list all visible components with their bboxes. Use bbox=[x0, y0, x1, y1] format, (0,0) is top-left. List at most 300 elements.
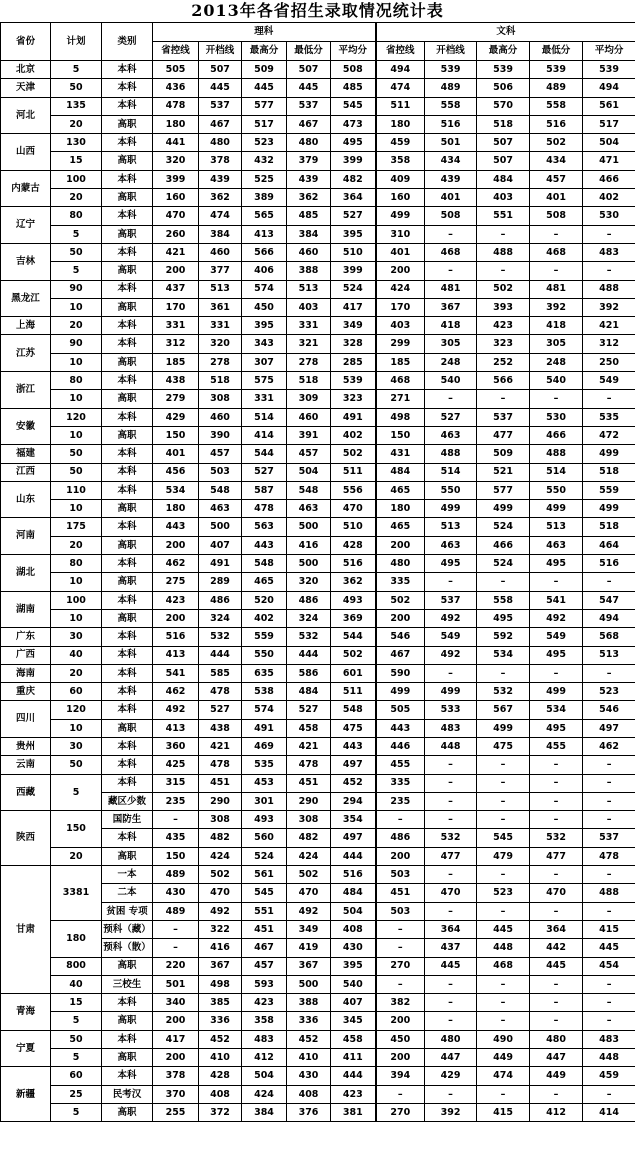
table-row bbox=[1, 518, 635, 536]
science-min-score-cell: 321 bbox=[287, 335, 331, 353]
table-row bbox=[1, 225, 635, 243]
plan-cell: 90 bbox=[51, 335, 102, 353]
arts-open-line-cell: 513 bbox=[425, 518, 477, 536]
science-max-score-cell: 443 bbox=[242, 536, 287, 554]
table-row bbox=[1, 170, 635, 188]
table-row bbox=[1, 609, 635, 627]
arts-min-score-cell: 495 bbox=[530, 555, 583, 573]
science-max-score-cell: 450 bbox=[242, 298, 287, 316]
arts-max-score-cell: 507 bbox=[477, 134, 530, 152]
arts-control-line-cell: 180 bbox=[376, 115, 425, 133]
table-row bbox=[1, 408, 635, 426]
arts-max-score-cell: 507 bbox=[477, 152, 530, 170]
arts-max-score-cell: 488 bbox=[477, 243, 530, 261]
arts-max-score-cell: – bbox=[477, 225, 530, 243]
arts-control-line-cell: 382 bbox=[376, 994, 425, 1012]
plan-cell: 20 bbox=[51, 317, 102, 335]
arts-control-line-cell: 235 bbox=[376, 792, 425, 810]
arts-min-score-cell: – bbox=[530, 902, 583, 920]
arts-control-line-cell: 465 bbox=[376, 481, 425, 499]
science-control-line-cell: 541 bbox=[153, 664, 199, 682]
arts-avg-score-cell: 518 bbox=[583, 463, 635, 481]
science-min-score-cell: 457 bbox=[287, 445, 331, 463]
science-control-line-cell: 429 bbox=[153, 408, 199, 426]
science-control-line-cell: 438 bbox=[153, 372, 199, 390]
science-control-line-cell: 370 bbox=[153, 1085, 199, 1103]
arts-max-score-cell: 448 bbox=[477, 939, 530, 957]
category-cell: 高职 bbox=[102, 500, 153, 518]
arts-control-line-cell: 200 bbox=[376, 847, 425, 865]
arts-max-score-cell: 479 bbox=[477, 847, 530, 865]
science-min-score-cell: 500 bbox=[287, 518, 331, 536]
arts-avg-score-cell: 547 bbox=[583, 591, 635, 609]
arts-avg-score-cell: 499 bbox=[583, 500, 635, 518]
arts-max-score-cell: – bbox=[477, 1085, 530, 1103]
province-cell: 内蒙古 bbox=[1, 170, 51, 207]
science-control-line-cell: 430 bbox=[153, 884, 199, 902]
science-avg-score-cell: 491 bbox=[331, 408, 376, 426]
plan-cell: 10 bbox=[51, 390, 102, 408]
category-cell: 高职 bbox=[102, 957, 153, 975]
science-open-line-cell: 500 bbox=[199, 518, 242, 536]
table-row bbox=[1, 646, 635, 664]
arts-min-score-cell: 489 bbox=[530, 79, 583, 97]
province-cell: 云南 bbox=[1, 756, 51, 774]
science-control-line-cell: 200 bbox=[153, 609, 199, 627]
science-avg-score-cell: 516 bbox=[331, 866, 376, 884]
science-open-line-cell: 377 bbox=[199, 262, 242, 280]
arts-avg-score-cell: 402 bbox=[583, 189, 635, 207]
science-avg-score-cell: 285 bbox=[331, 353, 376, 371]
province-cell: 广东 bbox=[1, 628, 51, 646]
arts-max-score-cell: – bbox=[477, 811, 530, 829]
arts-min-score-cell: 477 bbox=[530, 847, 583, 865]
science-max-score-cell: 491 bbox=[242, 719, 287, 737]
science-control-line-cell: 492 bbox=[153, 701, 199, 719]
science-open-line-cell: 378 bbox=[199, 152, 242, 170]
plan-cell: 80 bbox=[51, 372, 102, 390]
arts-control-line-cell: 150 bbox=[376, 426, 425, 444]
arts-control-line-cell: 505 bbox=[376, 701, 425, 719]
arts-control-line-cell: 424 bbox=[376, 280, 425, 298]
arts-min-score-cell: 412 bbox=[530, 1103, 583, 1121]
science-max-score-cell: 527 bbox=[242, 463, 287, 481]
table-row bbox=[1, 1085, 635, 1103]
science-max-score-cell: 524 bbox=[242, 847, 287, 865]
science-min-score-cell: 379 bbox=[287, 152, 331, 170]
science-open-line-cell: 407 bbox=[199, 536, 242, 554]
arts-min-score-cell: 481 bbox=[530, 280, 583, 298]
table-row bbox=[1, 701, 635, 719]
science-max-score-cell: 414 bbox=[242, 426, 287, 444]
arts-open-line-cell: 499 bbox=[425, 683, 477, 701]
arts-min-score-cell: 466 bbox=[530, 426, 583, 444]
arts-max-score-cell: 466 bbox=[477, 536, 530, 554]
arts-open-line-cell: – bbox=[425, 1085, 477, 1103]
science-open-line-cell: 361 bbox=[199, 298, 242, 316]
category-cell: 高职 bbox=[102, 353, 153, 371]
plan-cell: 5 bbox=[51, 1049, 102, 1067]
arts-avg-score-cell: – bbox=[583, 1085, 635, 1103]
science-avg-score-cell: 444 bbox=[331, 847, 376, 865]
table-row bbox=[1, 115, 635, 133]
science-max-score-cell: 545 bbox=[242, 884, 287, 902]
arts-control-line-cell: 546 bbox=[376, 628, 425, 646]
arts-min-score-cell: – bbox=[530, 390, 583, 408]
science-avg-score-cell: 527 bbox=[331, 207, 376, 225]
arts-min-score-cell: 442 bbox=[530, 939, 583, 957]
science-open-line-cell: 457 bbox=[199, 445, 242, 463]
science-control-line-cell: 220 bbox=[153, 957, 199, 975]
arts-control-line-cell: 443 bbox=[376, 719, 425, 737]
arts-min-score-cell: 516 bbox=[530, 115, 583, 133]
province-cell: 辽宁 bbox=[1, 207, 51, 244]
table-row bbox=[1, 79, 635, 97]
header-arts: 文科 bbox=[376, 23, 635, 42]
arts-control-line-cell: 502 bbox=[376, 591, 425, 609]
arts-control-line-cell: 503 bbox=[376, 866, 425, 884]
arts-min-score-cell: 539 bbox=[530, 61, 583, 79]
science-avg-score-cell: 556 bbox=[331, 481, 376, 499]
table-row bbox=[1, 481, 635, 499]
arts-min-score-cell: – bbox=[530, 866, 583, 884]
science-open-line-cell: 416 bbox=[199, 939, 242, 957]
science-min-score-cell: 504 bbox=[287, 463, 331, 481]
category-cell: 本科 bbox=[102, 97, 153, 115]
science-max-score-cell: 432 bbox=[242, 152, 287, 170]
arts-open-line-cell: 508 bbox=[425, 207, 477, 225]
science-min-score-cell: 486 bbox=[287, 591, 331, 609]
arts-avg-score-cell: 471 bbox=[583, 152, 635, 170]
table-row bbox=[1, 555, 635, 573]
science-max-score-cell: 563 bbox=[242, 518, 287, 536]
arts-control-line-cell: 403 bbox=[376, 317, 425, 335]
plan-cell: 110 bbox=[51, 481, 102, 499]
science-max-score-cell: 465 bbox=[242, 573, 287, 591]
table-row bbox=[1, 372, 635, 390]
science-min-score-cell: 492 bbox=[287, 902, 331, 920]
science-avg-score-cell: 407 bbox=[331, 994, 376, 1012]
table-row bbox=[1, 591, 635, 609]
science-control-line-cell: 435 bbox=[153, 829, 199, 847]
table-row bbox=[1, 1012, 635, 1030]
science-avg-score-cell: 475 bbox=[331, 719, 376, 737]
arts-min-score-cell: – bbox=[530, 1012, 583, 1030]
arts-open-line-cell: 501 bbox=[425, 134, 477, 152]
arts-max-score-cell: 518 bbox=[477, 115, 530, 133]
science-control-line-cell: 255 bbox=[153, 1103, 199, 1121]
science-open-line-cell: 478 bbox=[199, 683, 242, 701]
arts-max-score-cell: 570 bbox=[477, 97, 530, 115]
table-row bbox=[1, 719, 635, 737]
category-cell: 本科 bbox=[102, 994, 153, 1012]
arts-avg-score-cell: 517 bbox=[583, 115, 635, 133]
admission-table bbox=[0, 22, 635, 1122]
arts-avg-score-cell: – bbox=[583, 902, 635, 920]
arts-open-line-cell: 434 bbox=[425, 152, 477, 170]
science-open-line-cell: 463 bbox=[199, 500, 242, 518]
science-min-score-cell: 502 bbox=[287, 866, 331, 884]
arts-avg-score-cell: – bbox=[583, 225, 635, 243]
arts-min-score-cell: – bbox=[530, 262, 583, 280]
plan-cell: 10 bbox=[51, 719, 102, 737]
science-avg-score-cell: 508 bbox=[331, 61, 376, 79]
science-min-score-cell: 391 bbox=[287, 426, 331, 444]
category-cell: 高职 bbox=[102, 152, 153, 170]
science-open-line-cell: 548 bbox=[199, 481, 242, 499]
science-avg-score-cell: 402 bbox=[331, 426, 376, 444]
category-cell: 本科 bbox=[102, 408, 153, 426]
science-max-score-cell: 406 bbox=[242, 262, 287, 280]
arts-open-line-cell: 527 bbox=[425, 408, 477, 426]
arts-max-score-cell: 509 bbox=[477, 445, 530, 463]
plan-cell: 40 bbox=[51, 646, 102, 664]
arts-open-line-cell: 550 bbox=[425, 481, 477, 499]
category-cell: 本科 bbox=[102, 737, 153, 755]
science-control-line-cell: 320 bbox=[153, 152, 199, 170]
table-row bbox=[1, 97, 635, 115]
arts-open-line-cell: – bbox=[425, 390, 477, 408]
table-row bbox=[1, 920, 635, 938]
science-control-line-cell: 462 bbox=[153, 683, 199, 701]
table-row bbox=[1, 866, 635, 884]
science-max-score-cell: 587 bbox=[242, 481, 287, 499]
table-row bbox=[1, 975, 635, 993]
category-cell: 本科 bbox=[102, 646, 153, 664]
arts-open-line-cell: 468 bbox=[425, 243, 477, 261]
arts-open-line-cell: – bbox=[425, 902, 477, 920]
arts-open-line-cell: – bbox=[425, 262, 477, 280]
science-control-line-cell: 200 bbox=[153, 262, 199, 280]
plan-cell: 50 bbox=[51, 756, 102, 774]
header-art-control-line: 省控线 bbox=[376, 42, 425, 61]
science-max-score-cell: 413 bbox=[242, 225, 287, 243]
plan-cell: 5 bbox=[51, 774, 102, 811]
science-control-line-cell: 534 bbox=[153, 481, 199, 499]
science-avg-score-cell: 502 bbox=[331, 646, 376, 664]
arts-open-line-cell: 539 bbox=[425, 61, 477, 79]
science-avg-score-cell: 540 bbox=[331, 975, 376, 993]
science-open-line-cell: 367 bbox=[199, 957, 242, 975]
science-open-line-cell: 486 bbox=[199, 591, 242, 609]
plan-cell: 10 bbox=[51, 298, 102, 316]
arts-control-line-cell: 451 bbox=[376, 884, 425, 902]
province-cell: 江西 bbox=[1, 463, 51, 481]
science-control-line-cell: 413 bbox=[153, 719, 199, 737]
science-open-line-cell: 513 bbox=[199, 280, 242, 298]
category-cell: 高职 bbox=[102, 298, 153, 316]
category-cell: 本科 bbox=[102, 280, 153, 298]
science-min-score-cell: 500 bbox=[287, 975, 331, 993]
table-row bbox=[1, 207, 635, 225]
science-avg-score-cell: 482 bbox=[331, 170, 376, 188]
arts-control-line-cell: 494 bbox=[376, 61, 425, 79]
arts-control-line-cell: 467 bbox=[376, 646, 425, 664]
plan-cell: 15 bbox=[51, 994, 102, 1012]
science-max-score-cell: 504 bbox=[242, 1067, 287, 1085]
science-max-score-cell: 538 bbox=[242, 683, 287, 701]
science-avg-score-cell: 510 bbox=[331, 243, 376, 261]
arts-avg-score-cell: 392 bbox=[583, 298, 635, 316]
arts-min-score-cell: 248 bbox=[530, 353, 583, 371]
arts-open-line-cell: 533 bbox=[425, 701, 477, 719]
category-cell: 高职 bbox=[102, 573, 153, 591]
plan-cell: 50 bbox=[51, 79, 102, 97]
science-control-line-cell: 423 bbox=[153, 591, 199, 609]
science-max-score-cell: 566 bbox=[242, 243, 287, 261]
science-avg-score-cell: 417 bbox=[331, 298, 376, 316]
science-control-line-cell: 170 bbox=[153, 298, 199, 316]
science-avg-score-cell: 399 bbox=[331, 262, 376, 280]
science-max-score-cell: 551 bbox=[242, 902, 287, 920]
arts-avg-score-cell: 483 bbox=[583, 1030, 635, 1048]
province-cell: 山东 bbox=[1, 481, 51, 518]
arts-avg-score-cell: 561 bbox=[583, 97, 635, 115]
science-open-line-cell: 492 bbox=[199, 902, 242, 920]
science-min-score-cell: 463 bbox=[287, 500, 331, 518]
science-min-score-cell: 349 bbox=[287, 920, 331, 938]
province-cell: 河南 bbox=[1, 518, 51, 555]
arts-control-line-cell: 511 bbox=[376, 97, 425, 115]
science-min-score-cell: 384 bbox=[287, 225, 331, 243]
arts-avg-score-cell: 539 bbox=[583, 61, 635, 79]
province-cell: 湖南 bbox=[1, 591, 51, 628]
arts-max-score-cell: 495 bbox=[477, 609, 530, 627]
arts-max-score-cell: – bbox=[477, 902, 530, 920]
science-min-score-cell: 513 bbox=[287, 280, 331, 298]
page-title: 2013年各省招生录取情况统计表 bbox=[191, 1, 444, 20]
science-min-score-cell: 424 bbox=[287, 847, 331, 865]
arts-open-line-cell: 463 bbox=[425, 426, 477, 444]
table-row bbox=[1, 61, 635, 79]
science-min-score-cell: 408 bbox=[287, 1085, 331, 1103]
arts-open-line-cell: 305 bbox=[425, 335, 477, 353]
category-cell: 本科 bbox=[102, 518, 153, 536]
arts-control-line-cell: 498 bbox=[376, 408, 425, 426]
science-avg-score-cell: 470 bbox=[331, 500, 376, 518]
arts-open-line-cell: 537 bbox=[425, 591, 477, 609]
category-cell: 高职 bbox=[102, 189, 153, 207]
science-max-score-cell: 424 bbox=[242, 1085, 287, 1103]
plan-cell: 90 bbox=[51, 280, 102, 298]
science-max-score-cell: 561 bbox=[242, 866, 287, 884]
science-avg-score-cell: 411 bbox=[331, 1049, 376, 1067]
category-cell: 高职 bbox=[102, 719, 153, 737]
arts-open-line-cell: 248 bbox=[425, 353, 477, 371]
arts-control-line-cell: 486 bbox=[376, 829, 425, 847]
header-sci-avg: 平均分 bbox=[331, 42, 376, 61]
arts-open-line-cell: – bbox=[425, 225, 477, 243]
arts-open-line-cell: 483 bbox=[425, 719, 477, 737]
arts-max-score-cell: 393 bbox=[477, 298, 530, 316]
table-row bbox=[1, 500, 635, 518]
arts-avg-score-cell: 312 bbox=[583, 335, 635, 353]
arts-min-score-cell: 457 bbox=[530, 170, 583, 188]
arts-control-line-cell: 335 bbox=[376, 774, 425, 792]
plan-cell: 50 bbox=[51, 463, 102, 481]
arts-min-score-cell: – bbox=[530, 994, 583, 1012]
science-open-line-cell: 324 bbox=[199, 609, 242, 627]
arts-min-score-cell: 534 bbox=[530, 701, 583, 719]
arts-open-line-cell: 439 bbox=[425, 170, 477, 188]
plan-cell: 800 bbox=[51, 957, 102, 975]
arts-min-score-cell: – bbox=[530, 792, 583, 810]
header-sci-min: 最低分 bbox=[287, 42, 331, 61]
table-row bbox=[1, 536, 635, 554]
science-min-score-cell: 444 bbox=[287, 646, 331, 664]
science-min-score-cell: 290 bbox=[287, 792, 331, 810]
arts-avg-score-cell: 414 bbox=[583, 1103, 635, 1121]
table-row bbox=[1, 262, 635, 280]
science-max-score-cell: 544 bbox=[242, 445, 287, 463]
province-cell: 江苏 bbox=[1, 335, 51, 372]
header-sci-open-line: 开档线 bbox=[199, 42, 242, 61]
science-max-score-cell: 565 bbox=[242, 207, 287, 225]
science-open-line-cell: 438 bbox=[199, 719, 242, 737]
arts-max-score-cell: – bbox=[477, 994, 530, 1012]
plan-cell: 60 bbox=[51, 683, 102, 701]
table-row bbox=[1, 298, 635, 316]
science-min-score-cell: 324 bbox=[287, 609, 331, 627]
arts-min-score-cell: 470 bbox=[530, 884, 583, 902]
science-control-line-cell: – bbox=[153, 920, 199, 938]
header-science: 理科 bbox=[153, 23, 376, 42]
science-open-line-cell: 428 bbox=[199, 1067, 242, 1085]
science-control-line-cell: 516 bbox=[153, 628, 199, 646]
plan-cell: 10 bbox=[51, 353, 102, 371]
arts-avg-score-cell: 421 bbox=[583, 317, 635, 335]
arts-open-line-cell: 401 bbox=[425, 189, 477, 207]
science-max-score-cell: 343 bbox=[242, 335, 287, 353]
science-max-score-cell: 445 bbox=[242, 79, 287, 97]
category-cell: 高职 bbox=[102, 847, 153, 865]
table-row bbox=[1, 1030, 635, 1048]
table-body bbox=[1, 61, 635, 1122]
table-row bbox=[1, 189, 635, 207]
science-avg-score-cell: 443 bbox=[331, 737, 376, 755]
science-min-score-cell: 484 bbox=[287, 683, 331, 701]
science-max-score-cell: 469 bbox=[242, 737, 287, 755]
science-max-score-cell: 457 bbox=[242, 957, 287, 975]
arts-max-score-cell: – bbox=[477, 774, 530, 792]
arts-open-line-cell: 549 bbox=[425, 628, 477, 646]
science-min-score-cell: 586 bbox=[287, 664, 331, 682]
arts-max-score-cell: 551 bbox=[477, 207, 530, 225]
arts-max-score-cell: 502 bbox=[477, 280, 530, 298]
science-open-line-cell: 470 bbox=[199, 884, 242, 902]
arts-avg-score-cell: 497 bbox=[583, 719, 635, 737]
arts-max-score-cell: 474 bbox=[477, 1067, 530, 1085]
science-min-score-cell: 410 bbox=[287, 1049, 331, 1067]
plan-cell: 175 bbox=[51, 518, 102, 536]
arts-avg-score-cell: 535 bbox=[583, 408, 635, 426]
arts-avg-score-cell: 448 bbox=[583, 1049, 635, 1067]
plan-cell: 80 bbox=[51, 555, 102, 573]
arts-min-score-cell: 492 bbox=[530, 609, 583, 627]
science-min-score-cell: 278 bbox=[287, 353, 331, 371]
science-control-line-cell: 417 bbox=[153, 1030, 199, 1048]
arts-avg-score-cell: 504 bbox=[583, 134, 635, 152]
arts-min-score-cell: – bbox=[530, 756, 583, 774]
category-cell: 高职 bbox=[102, 609, 153, 627]
category-cell: 高职 bbox=[102, 536, 153, 554]
science-avg-score-cell: 408 bbox=[331, 920, 376, 938]
arts-open-line-cell: – bbox=[425, 756, 477, 774]
science-max-score-cell: 593 bbox=[242, 975, 287, 993]
category-cell: 高职 bbox=[102, 225, 153, 243]
science-min-score-cell: 452 bbox=[287, 1030, 331, 1048]
table-row bbox=[1, 134, 635, 152]
